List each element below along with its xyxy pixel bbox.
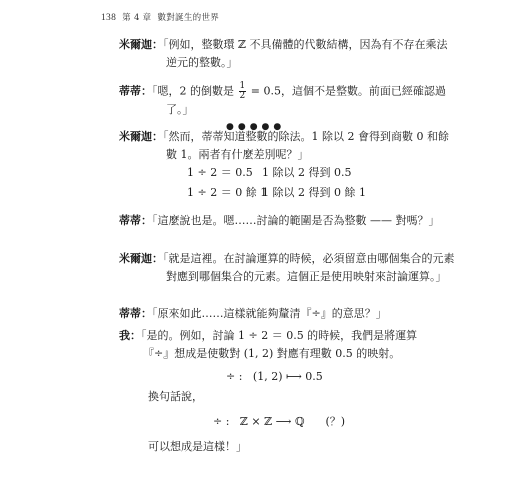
dialogue-text: 「這麼說也是。嗯……討論的範圍是否為整數 —— 對嗎？」 [152, 214, 440, 227]
mapping-example: ÷ : (1, 2) ⟼ 0.5 [226, 370, 323, 383]
paragraph-mirka-2 [119, 128, 456, 164]
speaker-name: 米爾迦： [119, 252, 163, 265]
formula-right: 1 除以 2 得到 0.5 [262, 166, 352, 179]
formula-right: 1 除以 2 得到 0 餘 1 [262, 186, 366, 199]
paragraph-tetra-2 [119, 212, 446, 230]
dialogue-text: 「是的。例如，討論 1 ÷ 2 ＝ 0.5 的時候，我們是將運算『÷』想成是使數對 (1, 2) 對應有理數 0.5 的映射。 [141, 329, 418, 360]
fraction [239, 82, 247, 101]
paragraph-mirka-3 [119, 250, 456, 286]
mapping-signature: ÷ : ℤ × ℤ ⟶ ℚ (？) [213, 415, 346, 428]
dialogue-text: 「原來如此……這樣就能夠釐清『÷』的意思？」 [152, 307, 387, 320]
dialogue-text: 「就是這裡。在討論運算的時候，必須留意由哪個集合的元素對應到哪個集合的元素。這個正是使用映射來討論運算。」 [163, 252, 455, 283]
speaker-name: 我： [119, 329, 141, 342]
paragraph-mirka-1 [119, 36, 456, 72]
paragraph-tetra-1 [119, 82, 456, 119]
speaker-name: 米爾迦： [119, 38, 163, 51]
dialogue-text: 「例如，整數環 ℤ 不具備體的代數結構，因為有不存在乘法逆元的整數。」 [163, 38, 448, 69]
formula-left: 1 ÷ 2 ＝ 0.5 [187, 166, 253, 179]
formula-left: 1 ÷ 2 ＝ 0 餘 1 [187, 186, 268, 199]
narration-text: 換句話說， [148, 390, 203, 403]
chapter-title: 數對誕生的世界 [157, 13, 220, 23]
paragraph-tetra-3 [119, 305, 446, 323]
chapter-label: 第 4 章 [122, 13, 152, 23]
fraction-denominator: 2 [239, 91, 246, 101]
dialogue-text: 「嗯，2 的倒數是 [152, 84, 238, 98]
narration-text: 可以想成是這樣！」 [148, 440, 247, 453]
emphasis-dots: ●●●●● [226, 122, 286, 132]
page-header [101, 11, 219, 23]
speaker-name: 米爾迦： [119, 130, 163, 143]
page-number: 138 [101, 13, 117, 23]
paragraph-me [119, 327, 433, 363]
dialogue-text: 「然而，蒂蒂知道整數的除法。1 除以 2 會得到商數 0 和餘數 1。兩者有什麼差別呢？」 [163, 130, 449, 161]
speaker-name: 蒂蒂： [119, 214, 152, 227]
fraction-numerator: 1 [239, 81, 246, 91]
speaker-name: 蒂蒂： [119, 307, 152, 320]
speaker-name: 蒂蒂： [119, 84, 152, 98]
dialogue-text: = 0.5，這個不是整數。前面已經確認過了。」 [166, 84, 446, 116]
